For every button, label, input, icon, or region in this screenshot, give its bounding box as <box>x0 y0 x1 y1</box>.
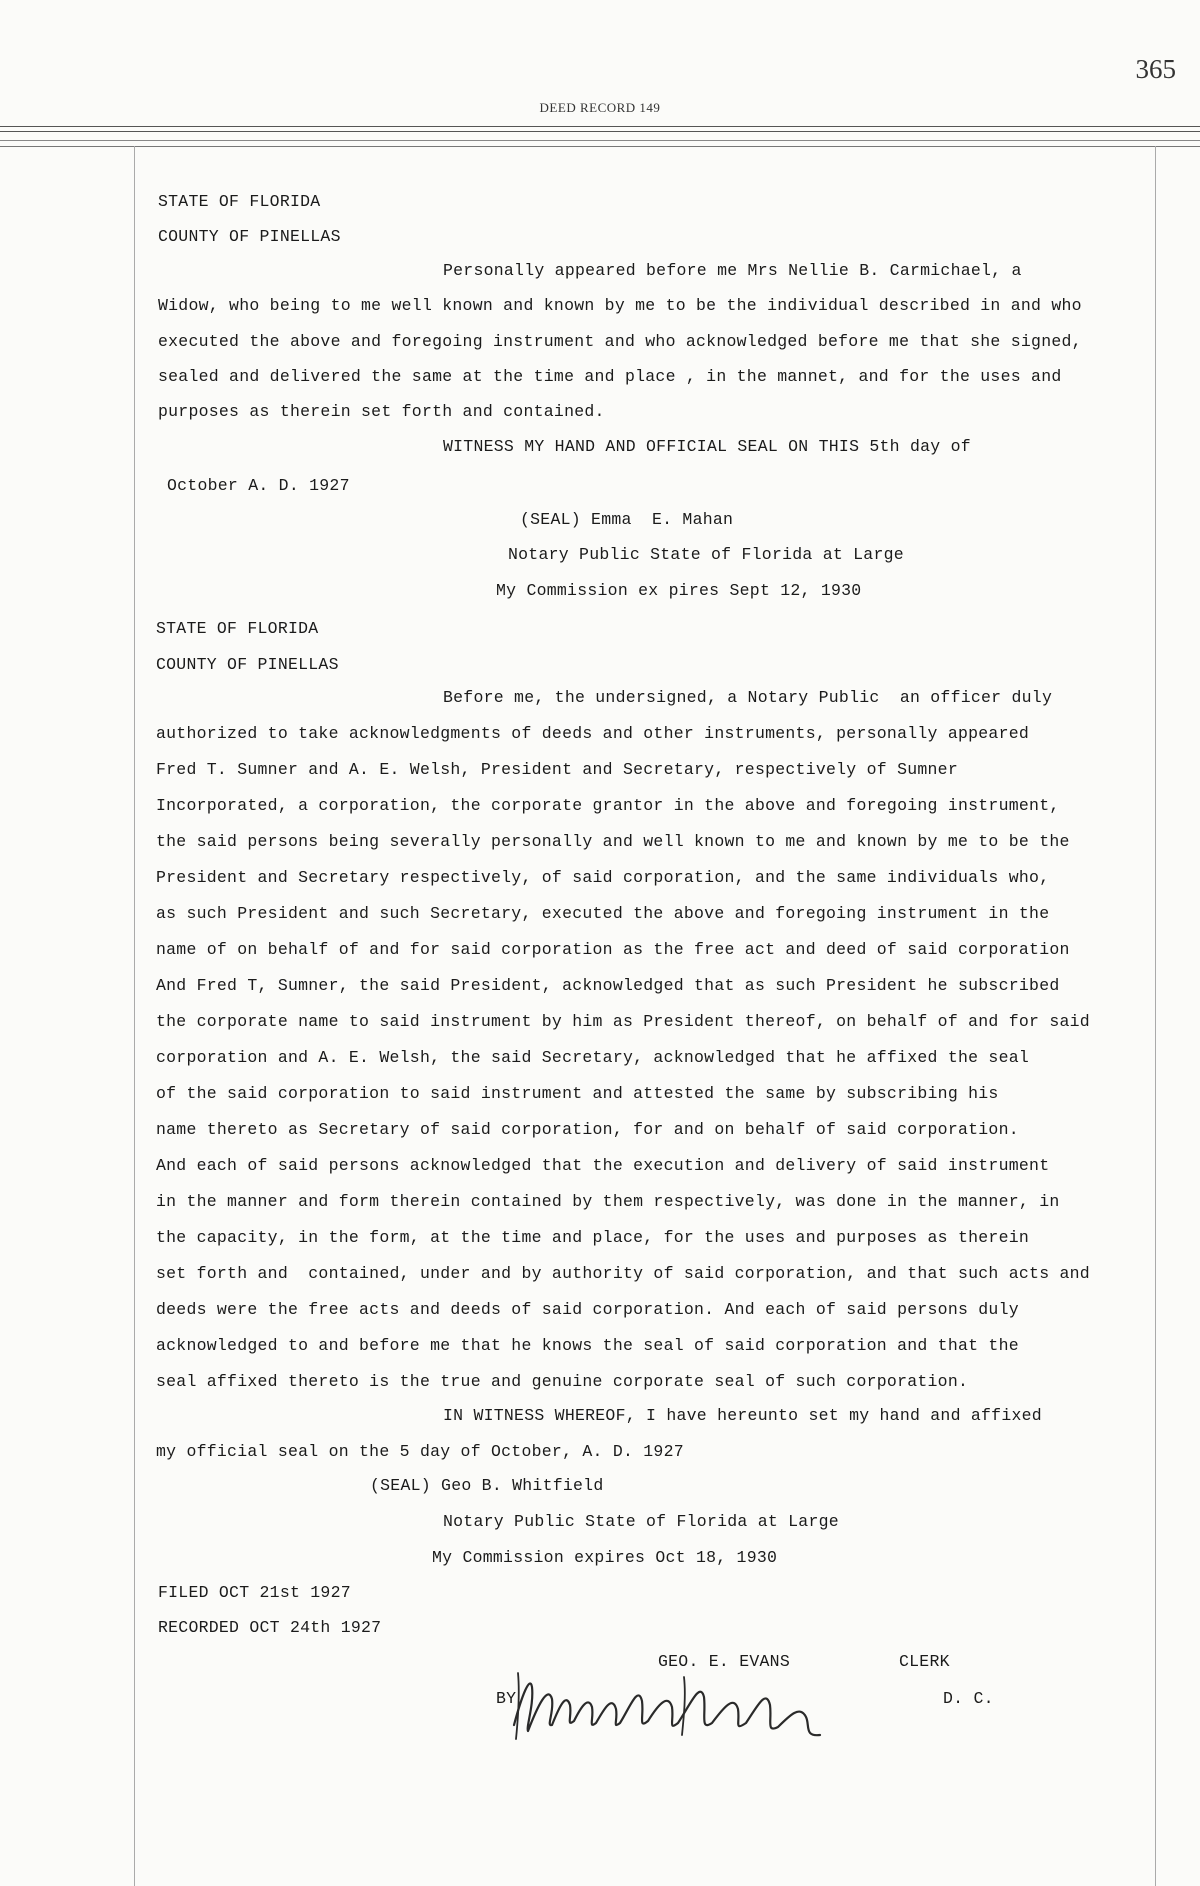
text-line: BY <box>496 1689 517 1708</box>
text-line: CLERK <box>899 1652 950 1671</box>
text-line: purposes as therein set forth and contained. <box>158 402 605 421</box>
text-line: My Commission ex pires Sept 12, 1930 <box>496 581 862 600</box>
text-line: of the said corporation to said instrument and attested the same by subscribing his <box>156 1084 999 1103</box>
header-rule <box>0 146 1200 147</box>
clerk-signature <box>508 1665 838 1743</box>
text-line: Notary Public State of Florida at Large <box>508 545 904 564</box>
text-line: IN WITNESS WHEREOF, I have hereunto set my hand and affixed <box>443 1406 1042 1425</box>
text-line: Personally appeared before me Mrs Nellie B. Carmichael, a <box>443 261 1022 280</box>
text-line: set forth and contained, under and by authority of said corporation, and that such acts and <box>156 1264 1090 1283</box>
text-line: acknowledged to and before me that he knows the seal of said corporation and that the <box>156 1336 1019 1355</box>
text-line: name of on behalf of and for said corporation as the free act and deed of said corporation <box>156 940 1070 959</box>
text-line: My Commission expires Oct 18, 1930 <box>432 1548 778 1567</box>
text-line: COUNTY OF PINELLAS <box>158 227 341 246</box>
text-line: Before me, the undersigned, a Notary Public an officer duly <box>443 688 1053 707</box>
text-line: the corporate name to said instrument by him as President thereof, on behalf of and for said <box>156 1012 1090 1031</box>
text-line: authorized to take acknowledgments of deeds and other instruments, personally appeared <box>156 724 1030 743</box>
header-rule <box>0 131 1200 132</box>
text-line: D. C. <box>943 1689 994 1708</box>
text-line: RECORDED OCT 24th 1927 <box>158 1618 382 1637</box>
text-line: STATE OF FLORIDA <box>156 619 319 638</box>
text-line: Notary Public State of Florida at Large <box>443 1512 839 1531</box>
text-line: (SEAL) Emma E. Mahan <box>520 510 734 529</box>
text-line: deeds were the free acts and deeds of said corporation. And each of said persons duly <box>156 1300 1019 1319</box>
text-line: And each of said persons acknowledged that the execution and delivery of said instrument <box>156 1156 1050 1175</box>
text-line: GEO. E. EVANS <box>658 1652 790 1671</box>
text-line: WITNESS MY HAND AND OFFICIAL SEAL ON THIS 5th day of <box>443 437 971 456</box>
header-rule <box>0 126 1200 127</box>
text-line: the said persons being severally personally and well known to me and known by me to be the <box>156 832 1070 851</box>
text-line: executed the above and foregoing instrument and who acknowledged before me that she signed, <box>158 332 1082 351</box>
text-line: October A. D. 1927 <box>167 476 350 495</box>
text-line: COUNTY OF PINELLAS <box>156 655 339 674</box>
text-line: in the manner and form therein contained by them respectively, was done in the manner, in <box>156 1192 1060 1211</box>
text-line: name thereto as Secretary of said corporation, for and on behalf of said corporation. <box>156 1120 1019 1139</box>
page-number: 365 <box>1135 54 1176 84</box>
text-line: Widow, who being to me well known and known by me to be the individual described in and who <box>158 296 1082 315</box>
text-line: corporation and A. E. Welsh, the said Secretary, acknowledged that he affixed the seal <box>156 1048 1030 1067</box>
text-line: STATE OF FLORIDA <box>158 192 321 211</box>
right-margin-line <box>1155 146 1156 1886</box>
text-line: FILED OCT 21st 1927 <box>158 1583 351 1602</box>
header-rule <box>0 140 1200 141</box>
deed-record-header: DEED RECORD 149 <box>539 100 661 115</box>
text-line: (SEAL) Geo B. Whitfield <box>370 1476 604 1495</box>
text-line: And Fred T, Sumner, the said President, acknowledged that as such President he subscribed <box>156 976 1060 995</box>
text-line: as such President and such Secretary, executed the above and foregoing instrument in the <box>156 904 1050 923</box>
text-line: seal affixed thereto is the true and genuine corporate seal of such corporation. <box>156 1372 969 1391</box>
text-line: my official seal on the 5 day of October, A. D. 1927 <box>156 1442 684 1461</box>
text-line: Incorporated, a corporation, the corporate grantor in the above and foregoing instrument, <box>156 796 1060 815</box>
text-line: President and Secretary respectively, of said corporation, and the same individuals who, <box>156 868 1050 887</box>
left-margin-line <box>134 146 135 1886</box>
text-line: Fred T. Sumner and A. E. Welsh, President and Secretary, respectively of Sumner <box>156 760 958 779</box>
text-line: sealed and delivered the same at the time and place , in the mannet, and for the uses and <box>158 367 1062 386</box>
text-line: the capacity, in the form, at the time and place, for the uses and purposes as therein <box>156 1228 1030 1247</box>
